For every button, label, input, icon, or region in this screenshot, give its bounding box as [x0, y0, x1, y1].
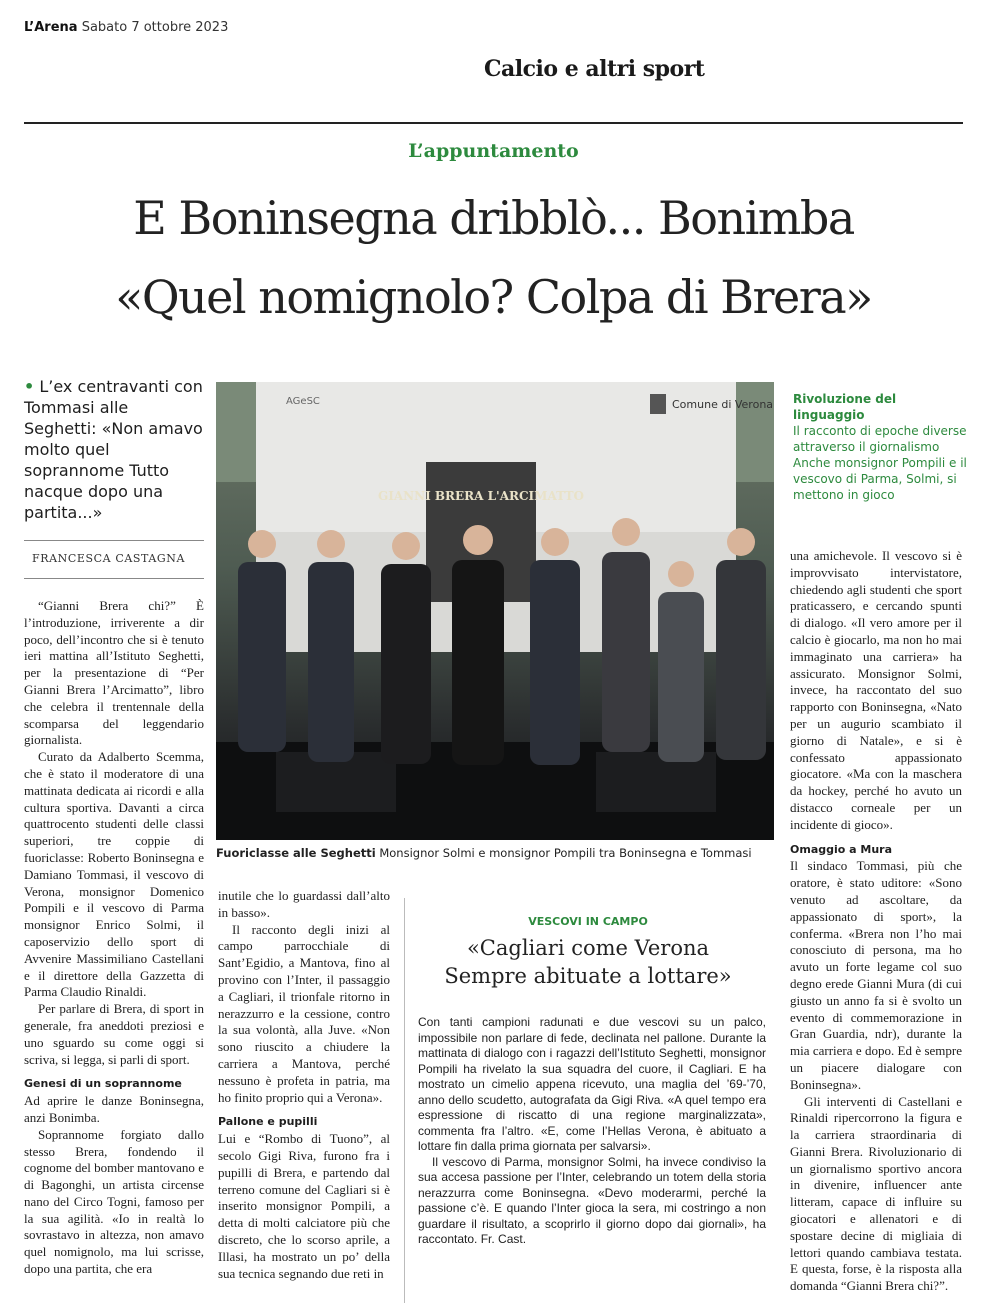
byline-rule-top	[24, 540, 204, 541]
byline: FRANCESCA CASTAGNA	[32, 552, 186, 565]
photo-illustration	[216, 382, 774, 840]
paragraph: Il racconto degli inizi al campo parrocchiale di Sant’Egidio, a Mantova, fino al provino con l’Inter, il passaggio a Cagliari, il trionfale ritorno in nerazzurro e la cessione, contro la sua volontà, alla Juve. «Non sono riuscito a chiudere la carriera a Mantova, perché nessuno è profeta in patria, ma ho finito proprio qui a Verona».	[218, 921, 390, 1105]
paragraph: Gli interventi di Castellani e Rinaldi ripercorrono la figura e la carriera straordinaria di Gianni Brera. Rivoluzionario di un giornalismo sportivo ancora in divenire, influencer ante litteram, capace di influire su giocatori e allenatori e di spostare decine di migliaia di lettori quando cambiava testata. E questa, forse, è la risposta alla domanda “Gianni Brera chi?”.	[790, 1093, 962, 1294]
box-title-line-2: Sempre abituate a lottare»	[444, 964, 732, 988]
article-column-1	[24, 598, 204, 1278]
subheading: Omaggio a Mura	[790, 842, 893, 856]
summary-text: L’ex centravanti con Tommasi alle Seghetti: «Non amavo molto quel soprannome Tutto nacque dopo una partita...»	[24, 377, 203, 522]
subheading: Genesi di un soprannome	[24, 1077, 182, 1091]
subheading: Pallone e pupilli	[218, 1115, 318, 1129]
byline-rule-bottom	[24, 578, 204, 579]
page-header	[24, 20, 228, 35]
paragraph: “Gianni Brera chi?” È l’introduzione, irriverente a dir poco, dell’incontro che si è tenuto ieri mattina all’Istituto Seghetti, per la presentazione di “Per Gianni Brera l’Arcimatto”, libro che celebra il trentennale della scomparsa del leggendario giornalista.	[24, 598, 204, 748]
issue-date: Sabato 7 ottobre 2023	[81, 20, 229, 35]
article-kicker: L’appuntamento	[408, 140, 579, 162]
article-column-2	[218, 888, 390, 1282]
box-title	[404, 934, 772, 990]
caption-title: Fuoriclasse alle Seghetti	[216, 846, 376, 860]
paragraph: inutile che lo guardassi dall’alto in basso».	[218, 888, 390, 920]
paragraph: Lui e “Rombo di Tuono”, al secolo Gigi Riva, furono fra i pupilli di Brera, e partendo dal terreno comune del Cagliari si è inserito monsignor Pompili, a detta di molti calciatore più che discreto, che lo scorso aprile, a Illasi, ha mostrato un po’ della sua tecnica segnando due reti in	[218, 1131, 390, 1281]
book-banner: GIANNI BRERA L'ARCIMATTO	[377, 489, 585, 503]
event-photo	[216, 382, 774, 840]
headline-line-2: «Quel nomignolo? Colpa di Brera»	[115, 270, 872, 324]
section-title: Calcio e altri sport	[484, 56, 705, 82]
article-column-4	[790, 548, 962, 1295]
agesc-logo: AGeSC	[286, 396, 320, 407]
sidebar-text: Il racconto di epoche diverse attraverso il giornalismo Anche monsignor Pompili e il vescovo di Parma, Solmi, si mettono in gioco	[793, 424, 967, 502]
sidebar-title: Rivoluzione del linguaggio	[793, 392, 897, 422]
paragraph: Il sindaco Tommasi, più che oratore, è stato uditore: «Sono venuto ad ascoltare, da appassionato di sport», la conferma. «Brera non l’ho mai conosciuto di persona, ma ho avuto un forte legame col suo degno erede Gianni Mura (di cui giusto un anno fa si è svolto un evento di commemorazione in Gran Guardia, ndr), durante la mia carriera e dopo. Ed è sempre un piacere dialogare con Boninsegna».	[790, 858, 962, 1092]
header-rule	[24, 122, 963, 124]
box-kicker: VESCOVI IN CAMPO	[528, 915, 648, 928]
caption-text: Monsignor Solmi e monsignor Pompili tra Boninsegna e Tommasi	[379, 846, 752, 860]
paragraph: Ad aprire le danze Boninsegna, anzi Bonimba.	[24, 1093, 204, 1125]
paragraph: Con tanti campioni radunati e due vescovi su un palco, impossibile non parlare di fede, declinata nel pallone. Durante la mattinata di dialogo con i ragazzi dell’Istituto Seghetti, monsignor Pompili ha rivelato la sua squadra del cuore, il Cagliari. E ha mostrato un cimelio appena ricevuto, una maglia del ’69-’70, anno dello scudetto, autografata da Gigi Riva. «A quel tempo era espressione di riscatto di una regione marginalizzata», commenta fra l’altro. «E, come l’Hellas Verona, è abituato a lottare fin dalla prima giornata per salvarsi».	[418, 1015, 766, 1153]
summary-bullet: •	[24, 377, 35, 396]
comune-logo: Comune di Verona	[672, 398, 774, 411]
paragraph: una amichevole. Il vescovo si è improvvisato intervistatore, chiedendo agli studenti che sport praticassero, e cercando spunti di dialogo. «Il vero amore per il calcio è giocarlo, ma non ho mai immaginato una carriera» ha assicurato. Monsignor Solmi, invece, ha raccontato del suo rapporto con Boninsegna, «Nato per un augurio scambiato il giorno di Natale», e si è confessato appassionato giocatore. «Ma con la maschera da hockey, perché ho avuto un distacco corneale per un incidente di gioco».	[790, 548, 962, 832]
newspaper-name: L’Arena	[24, 20, 78, 35]
box-body	[418, 1015, 766, 1248]
box-title-line-1: «Cagliari come Verona	[466, 936, 710, 960]
paragraph: Per parlare di Brera, di sport in generale, fra aneddoti preziosi e uno sguardo su come oggi si scriva, si legga, si parli di sport.	[24, 1001, 204, 1067]
paragraph: Soprannome forgiato dallo stesso Brera, fondendo il cognome del bomber mantovano e di Bagonghi, un artista circense nano del Circo Togni, famoso per la sua agilità. «Io in realtà lo sovrastavo in altezza, non amavo quel nomignolo, ma lui scrisse, dopo una partita, che era	[24, 1126, 204, 1277]
headline-line-1: E Boninsegna dribblò... Bonimba	[133, 191, 854, 245]
photo-caption	[216, 846, 776, 860]
paragraph: Il vescovo di Parma, monsignor Solmi, ha invece condiviso la sua accesa passione per l’Inter, celebrando un totem della storia nerazzurra come Boninsegna. «Devo moderarmi, perché la passione c’è. E quando l’Inter gioca la sera, mi costringo a non guardare il risultato, a scoprirlo il giorno dopo dai giornali», ha raccontato. Fr. Cast.	[418, 1154, 766, 1246]
paragraph: Curato da Adalberto Scemma, che è stato il moderatore di una mattinata dedicata ai ricordi e alla cultura sportiva. Davanti a circa quattrocento studenti delle classi superiori, tre coppie di fuoriclasse: Roberto Boninsegna e Damiano Tommasi, il vescovo di Verona, monsignor Domenico Pompili e il vescovo di Parma monsignor Enrico Solmi, il caposervizio dello sport di Avvenire Massimiliano Castellani e il direttore della Gazzetta di Parma Claudio Rinaldi.	[24, 749, 204, 1000]
sidebar-box	[793, 391, 968, 503]
article-summary	[24, 376, 204, 523]
